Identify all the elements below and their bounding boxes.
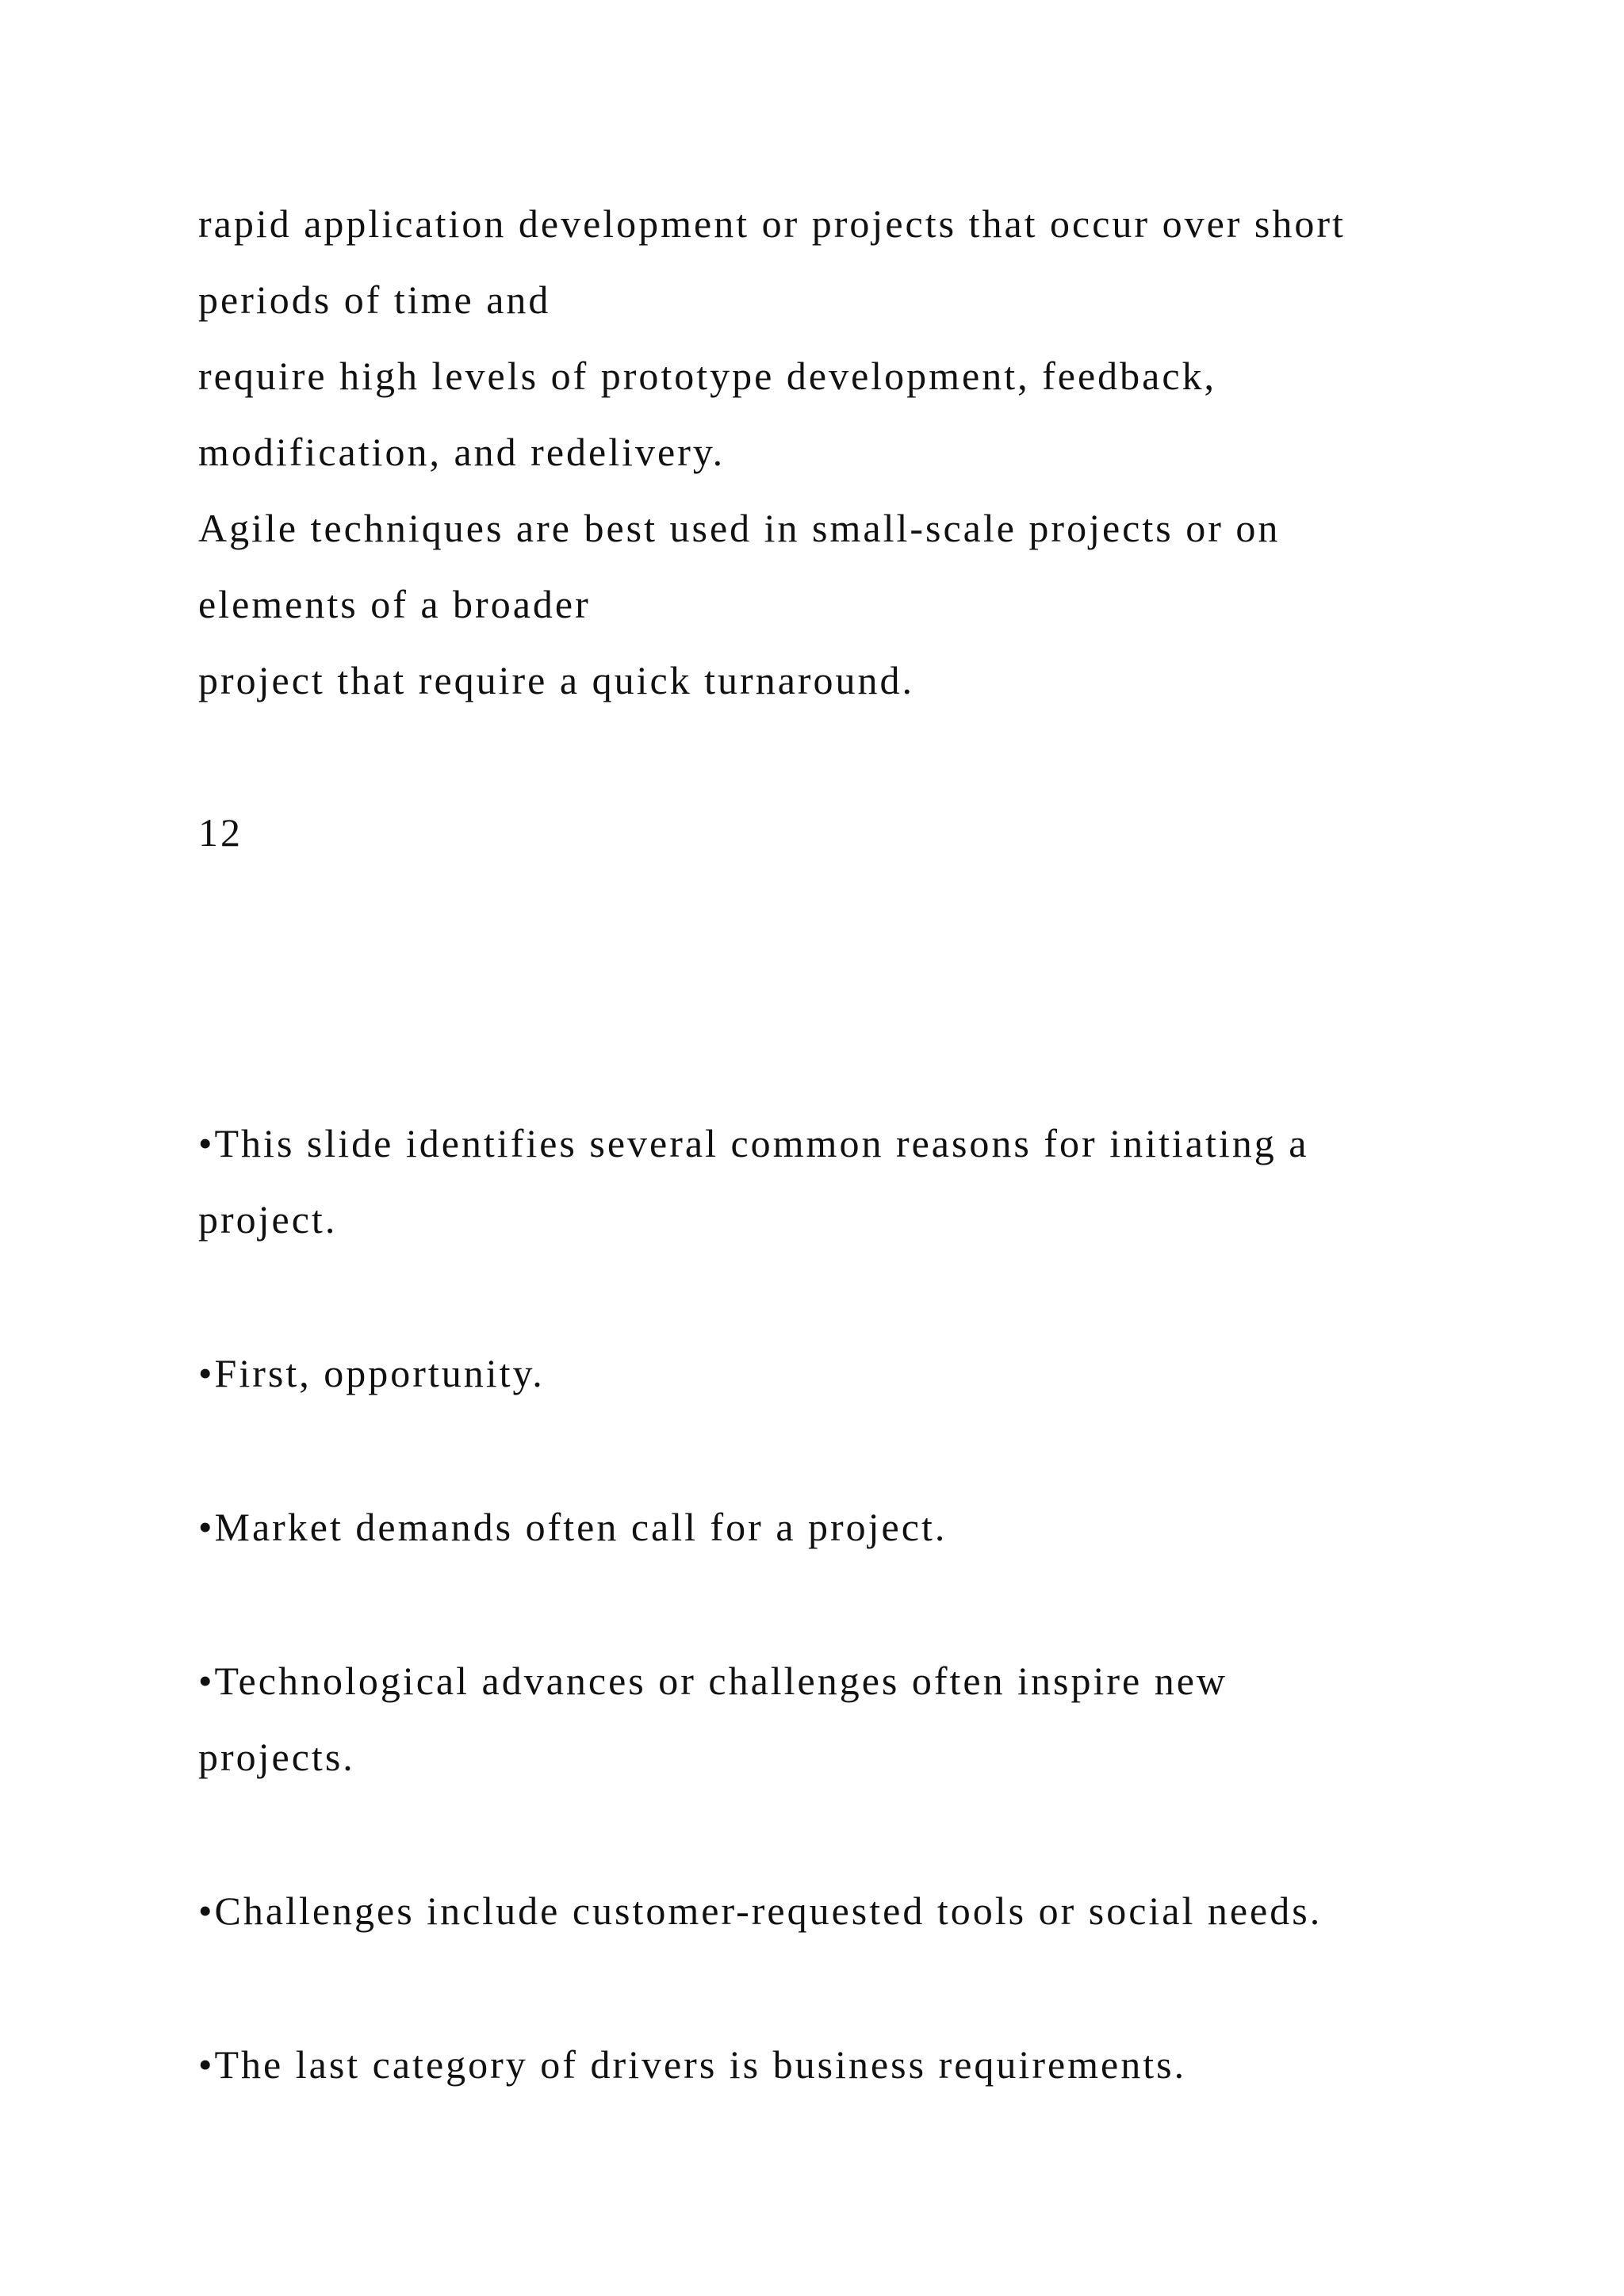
text-line: require high levels of prototype development, feedback,: [198, 354, 1217, 398]
text-line: projects.: [198, 1735, 355, 1779]
text-line: •This slide identifies several common reasons for initiating a: [198, 1121, 1309, 1165]
text-line: •Challenges include customer-requested tools or social needs.: [198, 1888, 1323, 1933]
text-line: Agile techniques are best used in small-scale projects or on: [198, 506, 1281, 550]
text-line: •The last category of drivers is business requirements.: [198, 2042, 1187, 2087]
text-line: project.: [198, 1197, 338, 1242]
text-line: periods of time and: [198, 277, 551, 322]
text-line: •First, opportunity.: [198, 1351, 545, 1395]
text-line: project that require a quick turnaround.: [198, 658, 915, 702]
page-number: 12: [198, 810, 243, 855]
text-line: modification, and redelivery.: [198, 430, 726, 474]
text-line: •Technological advances or challenges often inspire new: [198, 1659, 1228, 1703]
text-line: •Market demands often call for a project.: [198, 1505, 948, 1549]
text-line: rapid application development or projects that occur over short: [198, 201, 1346, 246]
text-line: elements of a broader: [198, 582, 591, 626]
